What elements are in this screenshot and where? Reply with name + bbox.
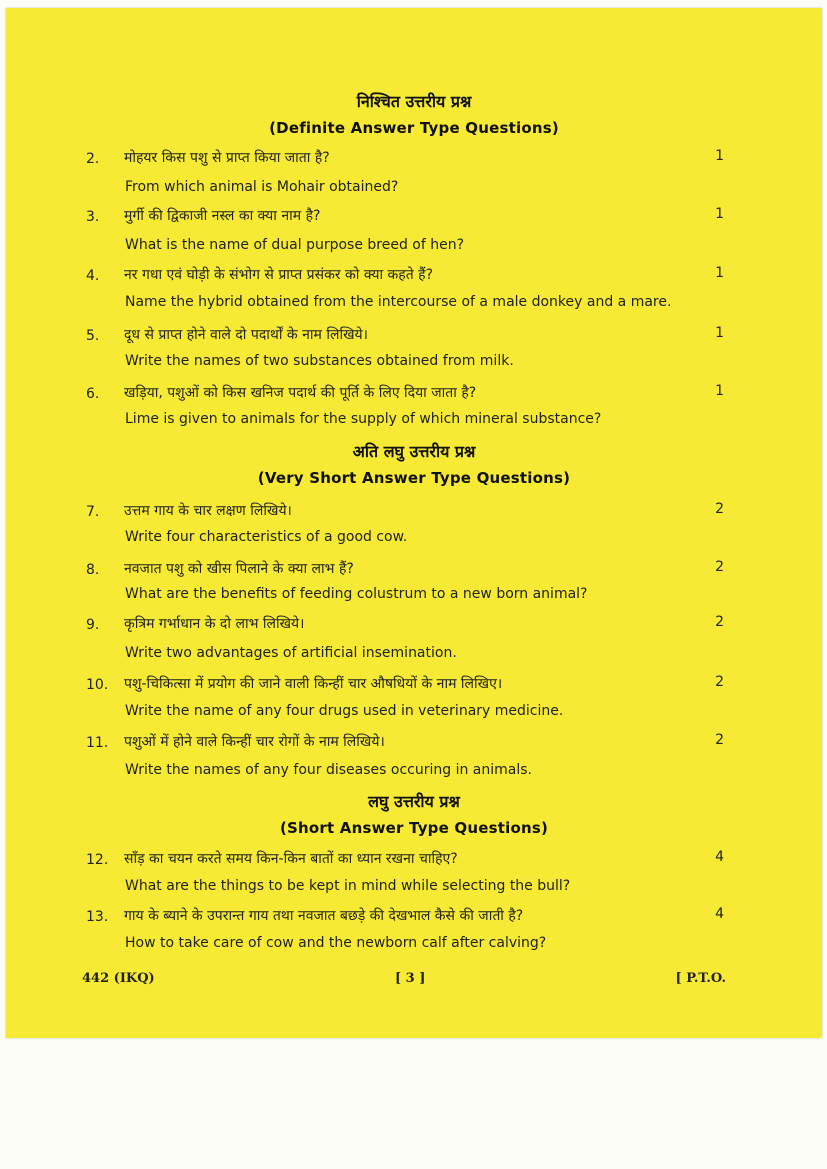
question-marks: 2	[715, 559, 724, 575]
question-hindi: गाय के ब्याने के उपरान्त गाय तथा नवजात बछड़े की देखभाल कैसे की जाती है?	[124, 908, 524, 924]
section-heading-hindi: लघु उत्तरीय प्रश्न	[368, 792, 460, 811]
question-marks: 1	[715, 265, 724, 281]
question-english: Write four characteristics of a good cow.	[125, 529, 408, 545]
question-hindi: मोहयर किस पशु से प्राप्त किया जाता है?	[124, 150, 330, 166]
section-heading-hindi: निश्चित उत्तरीय प्रश्न	[356, 92, 472, 111]
question-number: 3.	[86, 209, 100, 225]
question-number: 8.	[86, 562, 100, 578]
section-heading-english: (Definite Answer Type Questions)	[269, 119, 559, 137]
question-english: Name the hybrid obtained from the intercourse of a male donkey and a mare.	[125, 294, 672, 310]
question-number: 10.	[86, 677, 109, 693]
question-marks: 4	[715, 906, 724, 922]
question-marks: 2	[715, 674, 724, 690]
question-number: 2.	[86, 151, 100, 167]
question-number: 13.	[86, 909, 109, 925]
question-hindi: उत्तम गाय के चार लक्षण लिखिये।	[124, 503, 292, 519]
question-number: 6.	[86, 386, 100, 402]
question-hindi: दूध से प्राप्त होने वाले दो पदार्थों के नाम लिखिये।	[124, 327, 368, 343]
section-heading-hindi: अति लघु उत्तरीय प्रश्न	[352, 442, 476, 461]
question-marks: 2	[715, 614, 724, 630]
question-hindi: पशु-चिकित्सा में प्रयोग की जाने वाली किन्हीं चार औषधियों के नाम लिखिए।	[124, 676, 503, 692]
page-number: [ 3 ]	[395, 971, 426, 986]
please-turn-over: [ P.T.O.	[675, 971, 726, 986]
question-english: Lime is given to animals for the supply of which mineral substance?	[125, 411, 602, 427]
question-english: How to take care of cow and the newborn calf after calving?	[125, 935, 547, 951]
question-marks: 1	[715, 325, 724, 341]
question-hindi: नर गधा एवं घोड़ी के संभोग से प्राप्त प्रसंकर को क्या कहते हैं?	[124, 267, 434, 283]
question-english: Write the names of any four diseases occuring in animals.	[125, 762, 532, 778]
question-marks: 1	[715, 206, 724, 222]
question-english: What are the benefits of feeding colustrum to a new born animal?	[125, 586, 588, 602]
question-marks: 1	[715, 383, 724, 399]
question-marks: 2	[715, 501, 724, 517]
question-number: 12.	[86, 852, 109, 868]
question-hindi: मुर्गी की द्विकाजी नस्ल का क्या नाम है?	[124, 208, 321, 224]
question-number: 9.	[86, 617, 100, 633]
question-number: 5.	[86, 328, 100, 344]
question-marks: 4	[715, 849, 724, 865]
question-marks: 2	[715, 732, 724, 748]
paper-code: 442 (IKQ)	[82, 971, 155, 986]
question-english: What is the name of dual purpose breed of hen?	[125, 237, 465, 253]
question-hindi: पशुओं में होने वाले किन्हीं चार रोगों के नाम लिखिये।	[124, 734, 385, 750]
question-english: Write the names of two substances obtained from milk.	[125, 353, 514, 369]
exam-page	[6, 8, 822, 1038]
question-number: 4.	[86, 268, 100, 284]
question-number: 7.	[86, 504, 100, 520]
question-hindi: खड़िया, पशुओं को किस खनिज पदार्थ की पूर्ति के लिए दिया जाता है?	[124, 385, 477, 401]
question-english: Write two advantages of artificial insemination.	[125, 645, 457, 661]
question-hindi: साँड़ का चयन करते समय किन-किन बातों का ध्यान रखना चाहिए?	[124, 851, 458, 867]
section-heading-english: (Very Short Answer Type Questions)	[257, 469, 571, 487]
question-english: Write the name of any four drugs used in veterinary medicine.	[125, 703, 564, 719]
question-hindi: नवजात पशु को खीस पिलाने के क्या लाभ हैं?	[124, 561, 354, 577]
question-number: 11.	[86, 735, 109, 751]
question-english: What are the things to be kept in mind while selecting the bull?	[125, 878, 571, 894]
question-hindi: कृत्रिम गर्भाधान के दो लाभ लिखिये।	[124, 616, 305, 632]
section-heading-english: (Short Answer Type Questions)	[279, 819, 549, 837]
question-english: From which animal is Mohair obtained?	[125, 179, 399, 195]
question-marks: 1	[715, 148, 724, 164]
